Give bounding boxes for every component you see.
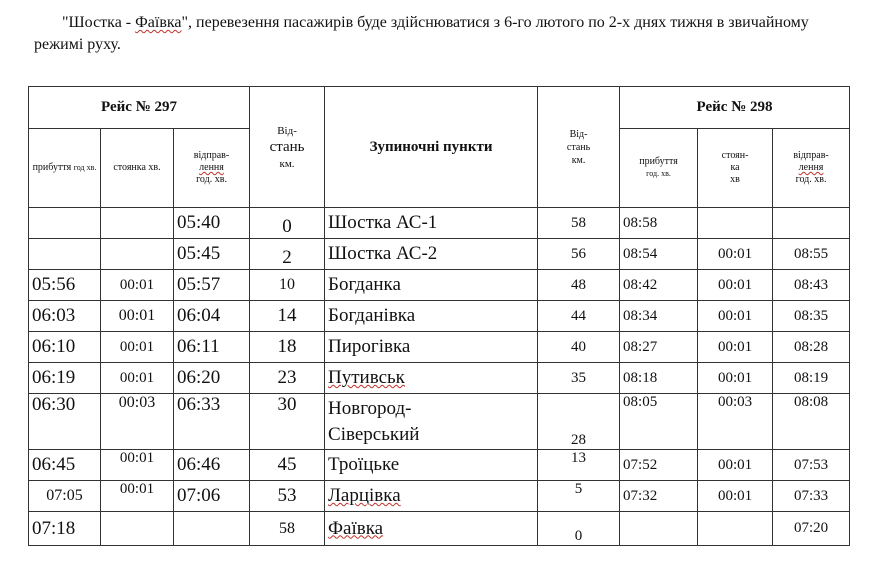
distance-return-cell: 56: [538, 239, 620, 270]
distance-cell: 53: [250, 481, 325, 512]
schedule-table: [28, 86, 850, 546]
distance-return-header: [538, 87, 620, 208]
intro-text-start: "Шостка -: [62, 14, 136, 31]
stay-return-cell: 00:01: [698, 481, 773, 512]
distance-return-cell: 40: [538, 332, 620, 363]
stay-cell: [101, 239, 174, 270]
intro-text-rest: ", перевезення пасажирів буде здійснюватися з 6-го лютого по 2-х днях тижня в звичайному режимі руху.: [34, 14, 809, 53]
arrival-cell: 05:56: [29, 270, 101, 301]
arrival-return-cell: 07:52: [620, 450, 698, 481]
departure-return-cell: 08:43: [773, 270, 850, 301]
arrival-return-cell: 08:34: [620, 301, 698, 332]
arrival-cell: 06:19: [29, 363, 101, 394]
table-row: [29, 394, 850, 450]
distance-return-cell: 13: [538, 450, 620, 481]
arrival-cell: 07:05: [29, 481, 101, 512]
departure-return-cell: 08:08: [773, 394, 850, 450]
stop-298-header: [698, 129, 773, 208]
stay-cell: 00:01: [101, 363, 174, 394]
distance-return-cell: 0: [538, 512, 620, 546]
distance-cell: 23: [250, 363, 325, 394]
stay-return-cell: 00:01: [698, 270, 773, 301]
reis-297-header: Рейс № 297: [29, 87, 250, 129]
table-row: [29, 363, 850, 394]
distance-cell: 58: [250, 512, 325, 546]
departure-return-cell: 08:28: [773, 332, 850, 363]
distance-header-b: стань: [269, 138, 305, 155]
departure-297-b: лення: [199, 162, 224, 173]
distance-return-cell: 44: [538, 301, 620, 332]
departure-return-cell: 07:53: [773, 450, 850, 481]
departure-cell: 05:40: [174, 208, 250, 239]
distance-cell: 2: [250, 239, 325, 270]
departure-297-a: відправ-: [193, 150, 230, 161]
arrival-297-header: [29, 129, 101, 208]
arrival-return-cell: 08:54: [620, 239, 698, 270]
departure-return-cell: [773, 208, 850, 239]
stay-return-cell: 00:03: [698, 394, 773, 450]
stop-name-text: Ларцівка: [328, 485, 401, 506]
stay-cell: 00:01: [101, 481, 174, 512]
stay-cell: 00:03: [101, 394, 174, 450]
stop-name-cell: Троїцьке: [325, 450, 538, 481]
stop-name-cell: Богданівка: [325, 301, 538, 332]
arrival-return-cell: 08:18: [620, 363, 698, 394]
table-row: [29, 512, 850, 546]
distance-return-cell: 35: [538, 363, 620, 394]
distance-cell: 45: [250, 450, 325, 481]
distance-return-a: Від-: [569, 128, 588, 140]
stay-cell: [101, 208, 174, 239]
table-row: [29, 239, 850, 270]
table-row: [29, 481, 850, 512]
stop-name-cell: Шостка АС-1: [325, 208, 538, 239]
departure-297-c: год. хв.: [196, 174, 227, 185]
departure-cell: [174, 512, 250, 546]
table-row: [29, 332, 850, 363]
departure-298-c: год. хв.: [795, 174, 827, 185]
arrival-298-unit: год. хв.: [646, 169, 671, 178]
arrival-cell: 06:30: [29, 394, 101, 450]
distance-return-cell: 5: [538, 481, 620, 512]
table-row: [29, 270, 850, 301]
reis-298-header: Рейс № 298: [620, 87, 850, 129]
stay-cell: 00:01: [101, 450, 174, 481]
stop-name-cell: [325, 481, 538, 512]
stay-return-cell: 00:01: [698, 363, 773, 394]
departure-cell: 07:06: [174, 481, 250, 512]
stop-name-cell: [325, 512, 538, 546]
intro-paragraph: [34, 12, 834, 56]
departure-cell: 05:45: [174, 239, 250, 270]
stay-return-cell: 00:01: [698, 450, 773, 481]
stop-297-header: стоянка хв.: [101, 129, 174, 208]
stay-return-cell: [698, 512, 773, 546]
arrival-298-label: прибуття: [639, 156, 678, 167]
distance-return-cell: 48: [538, 270, 620, 301]
stop-name-text: Фаївка: [328, 517, 384, 539]
stops-header: Зупиночні пункти: [325, 87, 538, 208]
distance-cell: 18: [250, 332, 325, 363]
departure-298-a: відправ-: [793, 150, 829, 161]
intro-faivka: Фаївка: [135, 14, 182, 31]
stop-name-cell: [325, 363, 538, 394]
stay-cell: 00:01: [101, 270, 174, 301]
stop-name-cell: Пирогівка: [325, 332, 538, 363]
arrival-return-cell: 08:27: [620, 332, 698, 363]
distance-cell: 0: [250, 208, 325, 239]
departure-return-cell: 08:35: [773, 301, 850, 332]
arrival-298-header: [620, 129, 698, 208]
stop-298-b: ка: [730, 162, 740, 173]
arrival-return-cell: 07:32: [620, 481, 698, 512]
departure-cell: 06:20: [174, 363, 250, 394]
arrival-297-unit: год хв.: [73, 163, 97, 172]
distance-cell: 14: [250, 301, 325, 332]
arrival-cell: [29, 208, 101, 239]
stay-return-cell: [698, 208, 773, 239]
departure-298-header: [773, 129, 850, 208]
distance-header-c: км.: [279, 157, 295, 170]
arrival-cell: [29, 239, 101, 270]
departure-297-header: [174, 129, 250, 208]
distance-header: [250, 87, 325, 208]
arrival-cell: 06:10: [29, 332, 101, 363]
departure-cell: 06:04: [174, 301, 250, 332]
stop-298-c: хв: [730, 174, 740, 185]
departure-return-cell: 08:19: [773, 363, 850, 394]
distance-return-c: км.: [571, 154, 586, 166]
stop-name-cell: Богданка: [325, 270, 538, 301]
arrival-return-cell: 08:42: [620, 270, 698, 301]
departure-cell: 06:11: [174, 332, 250, 363]
stay-return-cell: 00:01: [698, 301, 773, 332]
distance-cell: 30: [250, 394, 325, 450]
distance-header-a: Від-: [277, 124, 297, 137]
distance-return-b: стань: [566, 141, 591, 153]
arrival-return-cell: 08:05: [620, 394, 698, 450]
departure-return-cell: 07:20: [773, 512, 850, 546]
arrival-cell: 06:03: [29, 301, 101, 332]
table-row: [29, 208, 850, 239]
stop-298-a: стоян-: [721, 150, 749, 161]
departure-return-cell: 08:55: [773, 239, 850, 270]
departure-298-b: лення: [798, 162, 824, 173]
departure-cell: 05:57: [174, 270, 250, 301]
arrival-return-cell: 08:58: [620, 208, 698, 239]
arrival-cell: 07:18: [29, 512, 101, 546]
arrival-297-label: прибуття: [32, 162, 72, 173]
stay-return-cell: 00:01: [698, 332, 773, 363]
departure-cell: 06:46: [174, 450, 250, 481]
table-row: [29, 301, 850, 332]
arrival-return-cell: [620, 512, 698, 546]
stop-name-cell: [325, 394, 538, 450]
arrival-cell: 06:45: [29, 450, 101, 481]
departure-cell: 06:33: [174, 394, 250, 450]
stop-name-cell: Шостка АС-2: [325, 239, 538, 270]
stay-cell: 00:01: [101, 332, 174, 363]
header-row-1: [29, 87, 850, 129]
stop-name-line-1: Новгород-: [328, 397, 412, 419]
stay-return-cell: 00:01: [698, 239, 773, 270]
table-row: [29, 450, 850, 481]
departure-return-cell: 07:33: [773, 481, 850, 512]
distance-return-cell: 28: [538, 394, 620, 450]
stop-name-line-2: Сіверський: [328, 423, 420, 445]
distance-cell: 10: [250, 270, 325, 301]
distance-return-cell: 58: [538, 208, 620, 239]
stay-cell: [101, 512, 174, 546]
stop-name-text: Путивськ: [328, 367, 405, 388]
stay-cell: 00:01: [101, 301, 174, 332]
